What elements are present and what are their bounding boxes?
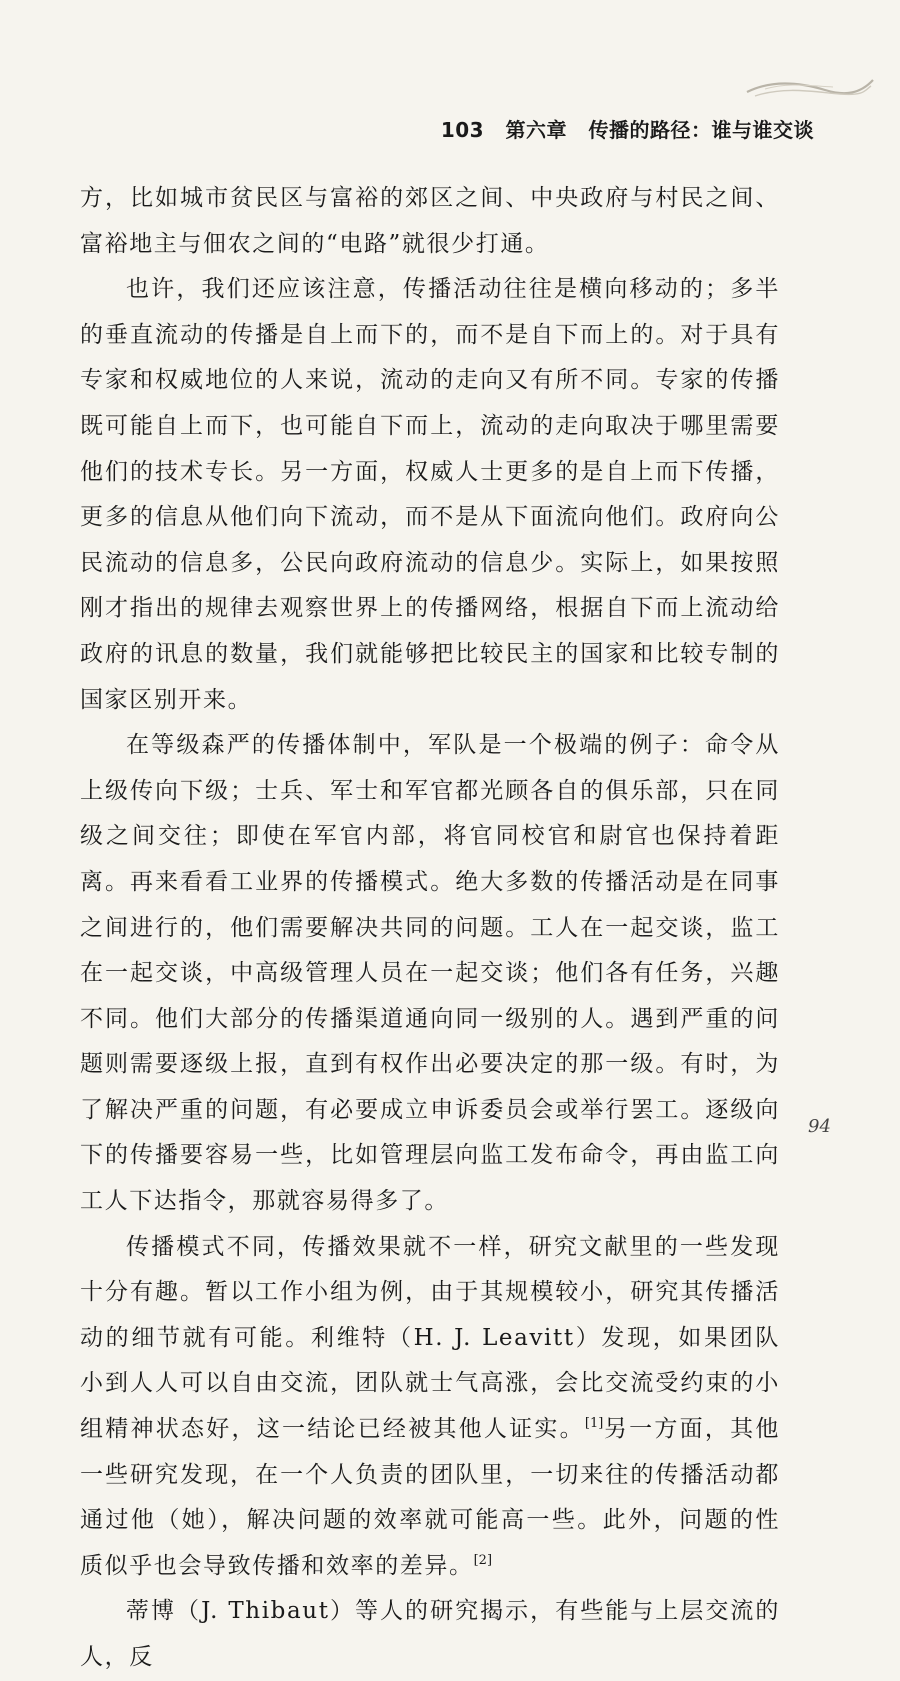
paragraph-4 — [80, 1225, 780, 1590]
chapter-title: 传播的路径：谁与谁交谈 — [588, 118, 814, 142]
paragraph-4-part-b: 另一方面，其他一些研究发现，在一个人负责的团队里，一切来往的传播活动都通过他（她），解决问题的效率就可能高一些。此外，问题的性质似乎也会导致传播和效率的差异。 — [80, 1416, 781, 1579]
paragraph-5: 蒂博（J. Thibaut）等人的研究揭示，有些能与上层交流的人，反 — [80, 1598, 780, 1670]
paragraph-4-part-a: 传播模式不同，传播效果就不一样，研究文献里的一些发现十分有趣。暂以工作小组为例，由于其规模较小，研究其传播活动的细节就有可能。利维特（H. J. Leavitt）发现，如果团队小到人人可以自由交流，团队就士气高涨，会比交流受约束的小组精神状态好，这一结论已经被其他人证实。 — [80, 1233, 780, 1443]
paragraph-1: 方，比如城市贫民区与富裕的郊区之间、中央政府与村民之间、富裕地主与佃农之间的“电路”就很少打通。 — [80, 185, 780, 257]
footnote-ref-1[interactable]: [1] — [584, 1416, 604, 1432]
running-header — [441, 114, 814, 143]
chapter-label: 第六章 — [505, 118, 568, 142]
original-page-number: 94 — [808, 1116, 831, 1137]
paragraph-3: 在等级森严的传播体制中，军队是一个极端的例子：命令从上级传向下级；士兵、军士和军官都光顾各自的俱乐部，只在同级之间交往；即使在军官内部，将官同校官和尉官也保持着距离。再来看看工业界的传播模式。绝大多数的传播活动是在同事之间进行的，他们需要解决共同的问题。工人在一起交谈，监工在一起交谈，中高级管理人员在一起交谈；他们各有任务，兴趣不同。他们大部分的传播渠道通向同一级别的人。遇到严重的问题则需要逐级上报，直到有权作出必要决定的那一级。有时，为了解决严重的问题，有必要成立申诉委员会或举行罢工。逐级向下的传播要容易一些，比如管理层向监工发布命令，再由监工向工人下达指令，那就容易得多了。 — [80, 732, 780, 1215]
paragraph-2: 也许，我们还应该注意，传播活动往往是横向移动的；多半的垂直流动的传播是自上而下的，而不是自下而上的。对于具有专家和权威地位的人来说，流动的走向又有所不同。专家的传播既可能自上而下，也可能自下而上，流动的走向取决于哪里需要他们的技术专长。另一方面，权威人士更多的是自上而下传播，更多的信息从他们向下流动，而不是从下面流向他们。政府向公民流动的信息多，公民向政府流动的信息少。实际上，如果按照刚才指出的规律去观察世界上的传播网络，根据自下而上流动给政府的讯息的数量，我们就能够把比较民主的国家和比较专制的国家区别开来。 — [80, 276, 780, 713]
body-text — [80, 176, 780, 1681]
header-ornament — [745, 70, 875, 110]
footnote-ref-2[interactable]: [2] — [473, 1552, 493, 1568]
page-number: 103 — [440, 118, 485, 142]
